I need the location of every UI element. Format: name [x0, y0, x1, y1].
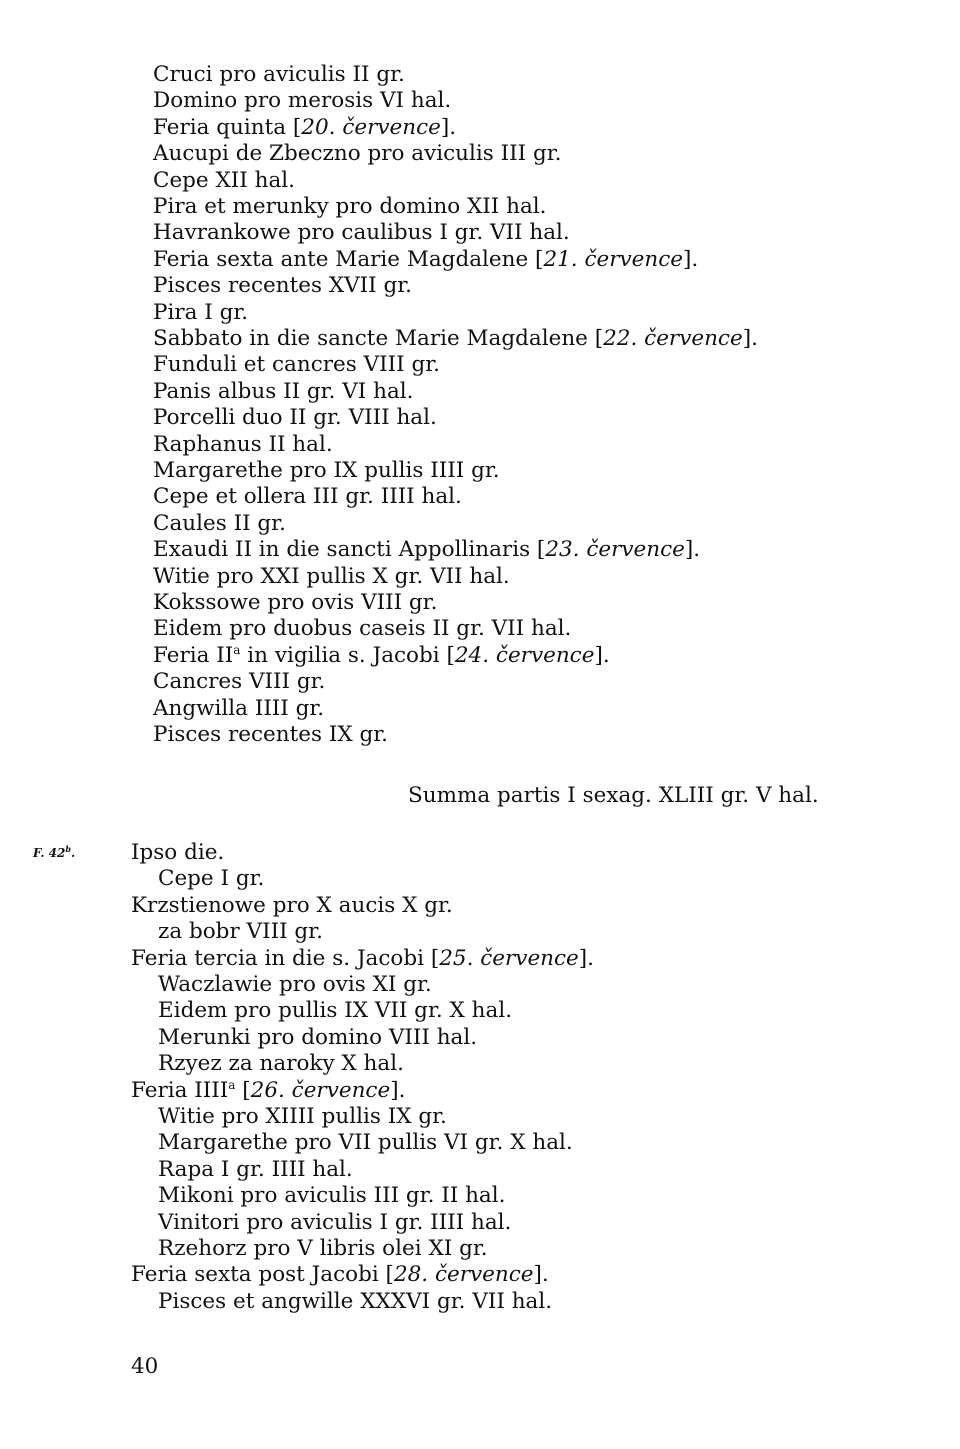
entry-line: [131, 840, 224, 866]
entry-text: Exaudi II in die sancti Appollinaris [: [153, 537, 546, 563]
entry-line: [153, 643, 610, 669]
page-number: 40: [131, 1354, 159, 1379]
entry-text-cont: [: [235, 1077, 251, 1103]
entry-line: [153, 458, 500, 484]
entry-text: Witie pro XXI pullis X gr. VII hal.: [153, 563, 510, 589]
entry-line: [131, 946, 594, 972]
entry-line: [153, 616, 571, 642]
entry-line: [153, 669, 325, 695]
entry-line: [153, 88, 451, 114]
entry-text: za bobr VIII gr.: [158, 919, 323, 945]
entry-text: Funduli et cancres VIII gr.: [153, 352, 440, 378]
entry-text: Witie pro XIIII pullis IX gr.: [158, 1104, 447, 1129]
entry-text: Domino pro merosis VI hal.: [153, 88, 452, 114]
entry-date: 22. července: [603, 326, 743, 351]
entry-text: Aucupi de Zbeczno pro aviculis III gr.: [153, 141, 562, 167]
entry-line: [153, 326, 758, 352]
entry-line: [158, 1130, 573, 1156]
entry-line: [158, 1236, 488, 1262]
entry-date: 21. července: [543, 246, 683, 272]
folio-label: F. 42: [33, 846, 66, 860]
entry-date: 24. července: [454, 642, 595, 668]
entry-text: Ipso die.: [131, 840, 225, 865]
entry-date: 26. července: [250, 1077, 391, 1103]
entry-text: Feria quinta [: [153, 114, 302, 140]
entry-text: Cepe et ollera III gr. IIII hal.: [153, 484, 462, 510]
entry-text: Rzehorz pro V libris olei XI gr.: [158, 1236, 488, 1261]
entry-text: Feria tercia in die s. Jacobi [: [131, 945, 440, 971]
entry-line: [153, 115, 456, 141]
entry-text-end: ].: [390, 1077, 406, 1103]
entry-line: [153, 590, 437, 616]
entry-superscript: a: [233, 642, 241, 657]
entry-line: [158, 919, 323, 945]
entry-line: [158, 1051, 404, 1077]
entry-text: Feria sexta ante Marie Magdalene [: [153, 246, 544, 272]
entry-text: Margarethe pro VII pullis VI gr. X hal.: [158, 1130, 573, 1156]
folio-after: .: [70, 846, 76, 860]
entry-text: Porcelli duo II gr. VIII hal.: [153, 405, 437, 431]
entry-text-end: ].: [440, 114, 457, 140]
entry-text: Raphanus II hal.: [153, 431, 333, 457]
entry-line: [158, 972, 432, 998]
entry-line: [158, 1210, 511, 1236]
entry-text: Margarethe pro IX pullis IIII gr.: [153, 458, 500, 483]
entry-text: Havrankowe pro caulibus I gr. VII hal.: [153, 220, 570, 246]
entry-text: Pisces et angwille XXXVI gr. VII hal.: [158, 1288, 553, 1314]
entry-superscript: a: [228, 1077, 236, 1092]
entry-line: [153, 247, 698, 273]
entry-date: 28. července: [393, 1262, 534, 1288]
entry-line: [153, 432, 333, 458]
entry-line: [153, 352, 440, 378]
entry-line: [153, 168, 295, 194]
entry-text: Rzyez za naroky X hal.: [158, 1051, 404, 1077]
entry-line: [153, 722, 388, 748]
folio-marker: [33, 844, 75, 860]
entry-line: [153, 379, 413, 405]
entry-text: Vinitori pro aviculis I gr. IIII hal.: [158, 1209, 512, 1235]
entry-line: [153, 220, 570, 246]
entry-line: [153, 511, 286, 537]
entry-line: [131, 1078, 405, 1104]
entry-text: Cepe I gr.: [158, 866, 265, 892]
folio-sup: b: [65, 844, 71, 854]
entry-text: Pisces recentes XVII gr.: [153, 273, 413, 299]
entry-text: Panis albus II gr. VI hal.: [153, 378, 414, 404]
entry-line: [153, 696, 324, 722]
entry-line: [153, 300, 248, 326]
entry-text-end: ].: [742, 326, 758, 351]
summa-total: Summa partis I sexag. XLIII gr. V hal.: [408, 783, 819, 808]
entry-text: Feria sexta post Jacobi [: [131, 1262, 394, 1288]
entry-text: Eidem pro pullis IX VII gr. X hal.: [158, 998, 513, 1024]
entry-line: [131, 893, 453, 919]
entry-text: Eidem pro duobus caseis II gr. VII hal.: [153, 616, 572, 642]
entry-line: [153, 564, 510, 590]
entry-text: Pisces recentes IX gr.: [153, 722, 388, 747]
entry-text: Feria IIII: [131, 1077, 229, 1103]
entry-text-cont: in vigilia s. Jacobi [: [240, 642, 455, 668]
entry-text-end: ].: [533, 1262, 549, 1288]
entry-text: Cancres VIII gr.: [153, 669, 326, 695]
entry-text: Angwilla IIII gr.: [153, 695, 325, 721]
entry-text: Kokssowe pro ovis VIII gr.: [153, 590, 438, 615]
entry-line: [153, 62, 405, 88]
entry-text: Krzstienowe pro X aucis X gr.: [131, 892, 453, 918]
entry-line: [153, 194, 546, 220]
entry-line: [158, 1025, 477, 1051]
entry-text: Cruci pro aviculis II gr.: [153, 62, 405, 87]
entry-line: [158, 998, 512, 1024]
entry-line: [153, 484, 462, 510]
entry-line: [153, 537, 700, 563]
entry-line: [158, 1157, 353, 1183]
entry-line: [153, 273, 412, 299]
entry-text: Feria II: [153, 642, 234, 668]
entry-date: 23. července: [545, 537, 685, 563]
entry-text: Pira et merunky pro domino XII hal.: [153, 194, 547, 219]
entry-text-end: ].: [683, 246, 699, 272]
entry-text: Sabbato in die sancte Marie Magdalene [: [153, 326, 604, 351]
entry-text-end: ].: [578, 945, 595, 971]
entry-date: 25. července: [439, 945, 579, 971]
entry-text-end: ].: [684, 537, 701, 563]
entry-line: [158, 1183, 505, 1209]
entry-text: Mikoni pro aviculis III gr. II hal.: [158, 1183, 506, 1209]
entry-line: [158, 1104, 447, 1130]
entry-line: [131, 1262, 549, 1288]
entry-text: Merunki pro domino VIII hal.: [158, 1024, 478, 1050]
entry-text: Waczlawie pro ovis XI gr.: [158, 972, 432, 997]
entry-text: Cepe XII hal.: [153, 167, 295, 193]
entry-line: [158, 1289, 552, 1315]
entry-line: [158, 866, 264, 892]
entry-text: Pira I gr.: [153, 299, 249, 325]
entry-text-end: ].: [594, 642, 610, 668]
entry-line: [153, 405, 437, 431]
entry-line: [153, 141, 561, 167]
entry-text: Rapa I gr. IIII hal.: [158, 1156, 353, 1182]
entry-date: 20. července: [301, 114, 441, 140]
entry-text: Caules II gr.: [153, 510, 286, 536]
